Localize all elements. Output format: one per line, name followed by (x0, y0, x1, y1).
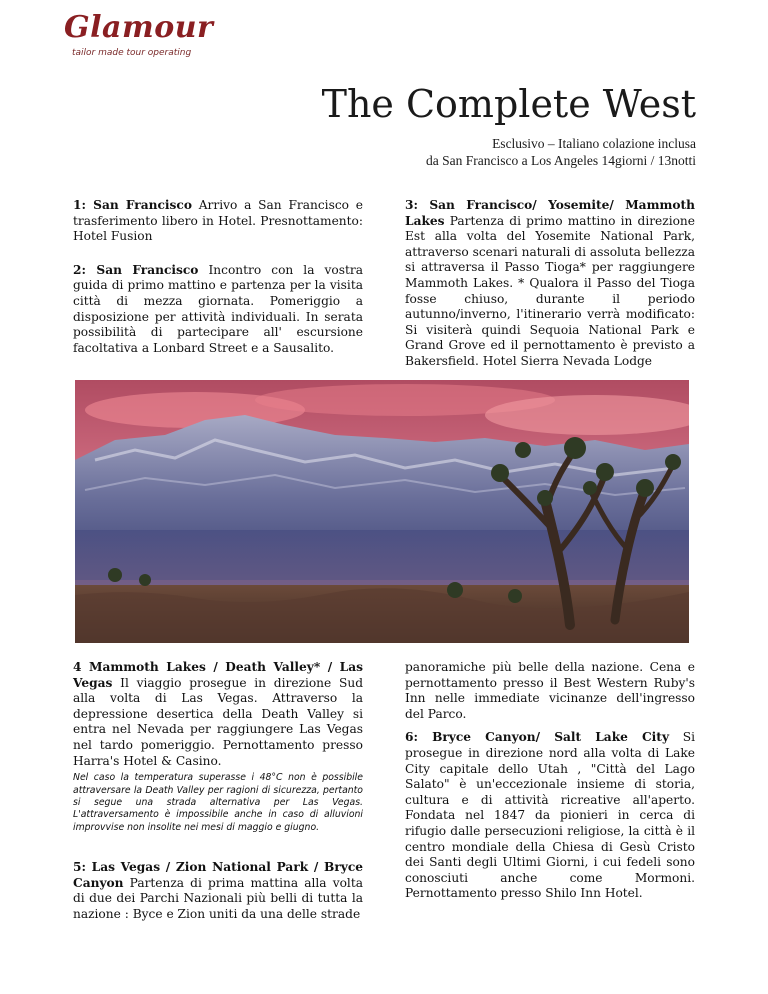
day-1-heading: 1: San Francisco (73, 198, 192, 212)
day-4 (73, 660, 363, 769)
day-6 (405, 730, 695, 902)
day-6-text: Si prosegue in direzione nord alla volta di Lake City capitale dello Utah , "Città del Lago Salato" è un'eccezionale insieme di storia, cultura e di attività ricreative all'aperto. Fondata nel 1847 da pionieri in cerca di rifugio dalle persecuzioni religiose, la città è il centro mondiale della Chiesa di Gesù Cristo dei Santi degli Ultimi Giorni, i cui fedeli sono conosciuti anche come Mormoni. Pernottamento presso Shilo Inn Hotel. (405, 730, 695, 901)
day-5-text: Partenza di prima mattina alla volta di due dei Parchi Nazionali più belli di tutta la nazione : Byce e Zion uniti da una delle strade (73, 875, 363, 921)
day-5-continued: panoramiche più belle della nazione. Cena e pernottamento presso il Best Western Ruby's Inn nelle immediate vicinanze dell'ingresso del Parco. (405, 660, 695, 721)
subtitle-line-1: Esclusivo – Italiano colazione inclusa (492, 136, 696, 151)
page-title: The Complete West (321, 82, 696, 126)
day-6-heading: 6: Bryce Canyon/ Salt Lake City (405, 730, 670, 745)
subtitle-line-2: da San Francisco a Los Angeles 14giorni / 13notti (426, 153, 696, 168)
day-5 (73, 860, 363, 922)
day-4-text: Il viaggio prosegue in direzione Sud alla volta di Las Vegas. Attraverso la depressione desertica della Death Valley si entra nel Nevada per raggiungere Las Vegas nel tardo pomeriggio. Pernottamento presso Harra's Hotel & Casino. (73, 675, 363, 768)
day-2-text: Incontro con la vostra guida di primo mattino e partenza per la visita città di mezza giornata. Pomeriggio a disposizione per attività individuali. In serata possibilità di partecipare all' escursione facoltativa a Lonbard Street e a Sausalito. (73, 262, 363, 355)
day-2-heading: 2: San Francisco (73, 262, 199, 277)
day-1-text: Arrivo a San Francisco e trasferimento libero in Hotel. Presnottamento: Hotel Fusion (73, 198, 363, 244)
brand-logo (64, 10, 214, 66)
column-top-right (405, 198, 695, 370)
day-3 (405, 198, 695, 370)
brand-tagline: tailor made tour operating (72, 48, 192, 58)
day-3-text: Partenza di primo mattino in direzione Est alla volta del Yosemite National Park, attraverso scenari naturali di assoluta bellezza si attraversa il Passo Tioga* per raggiungere Mammoth Lakes. * Qualora il Passo del Tioga fosse chiuso, durante il periodo autunno/inverno, l'itinerario verrà modificato: Si visiterà quindi Sequoia National Park e Grand Grove ed il pernottamento è previsto a Bakersfield. Hotel Sierra Nevada Lodge (405, 213, 695, 368)
day-4-heading: 4 Mammoth Lakes / Death Valley* / Las Vegas (73, 660, 363, 690)
column-top-left (73, 198, 363, 356)
day-4-note: Nel caso la temperatura superasse i 48°C non è possibile attraversare la Death Valley per ragioni di sicurezza, pertanto si segue una strada alternativa per Las Vegas. L'attraversamento è impossibile anche in caso di alluvioni improvvise non insolite nei mesi di maggio e giugno. (73, 772, 363, 833)
day-3-heading: 3: San Francisco/ Yosemite/ Mammoth Lakes (405, 198, 695, 228)
landscape-photo (75, 380, 689, 643)
brand-name: Glamour (64, 10, 214, 45)
day-2 (73, 263, 363, 357)
day-1 (73, 198, 363, 245)
day-5-heading: 5: Las Vegas / Zion National Park / Bryce Canyon (73, 860, 363, 890)
column-bottom-left (73, 660, 363, 923)
column-bottom-right (405, 660, 695, 902)
